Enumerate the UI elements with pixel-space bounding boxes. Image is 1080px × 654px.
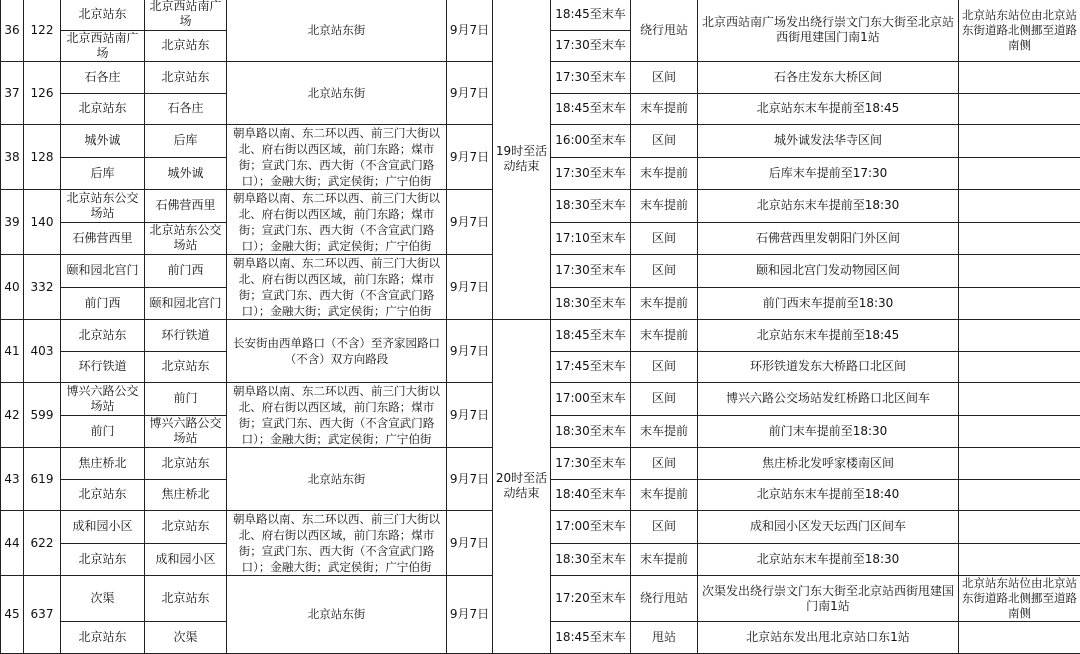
adjust-type: 甩站: [631, 622, 698, 654]
date: 9月7日: [447, 62, 493, 125]
date: 9月7日: [447, 576, 493, 654]
to-station: 北京站东: [145, 576, 227, 622]
row-number: 37: [1, 62, 24, 125]
adjust-type: 末车提前: [631, 415, 698, 448]
adjust-time: 17:00至末车: [551, 383, 631, 416]
to-station: 北京站东: [145, 448, 227, 480]
from-station: 城外诚: [61, 125, 145, 158]
adjust-description: 石各庄发东大桥区间: [698, 62, 959, 94]
adjust-type: 区间: [631, 255, 698, 288]
from-station: 次渠: [61, 576, 145, 622]
remark: [959, 157, 1080, 190]
date: 9月7日: [447, 448, 493, 511]
to-station: 成和园小区: [145, 543, 227, 576]
adjust-time: 17:30至末车: [551, 30, 631, 62]
line-number: 140: [24, 190, 61, 255]
to-station: 北京站东: [145, 511, 227, 544]
line-number: 403: [24, 320, 61, 383]
adjust-type: 绕行甩站: [631, 0, 698, 62]
adjust-type: 区间: [631, 125, 698, 158]
date: 9月7日: [447, 255, 493, 320]
date: 9月7日: [447, 190, 493, 255]
adjust-type: 末车提前: [631, 287, 698, 320]
to-station: 石各庄: [145, 93, 227, 125]
affected-area: 朝阜路以南、东二环以西、前三门大街以北、府右街以西区域，前门东路；煤市街；宣武门东、西大街（不含宣武门路口）；金融大街；武定侯街；广宁伯街: [227, 383, 447, 448]
from-station: 博兴六路公交场站: [61, 383, 145, 416]
from-station: 后库: [61, 157, 145, 190]
from-station: 北京站东: [61, 93, 145, 125]
to-station: 博兴六路公交场站: [145, 415, 227, 448]
line-number: 622: [24, 511, 61, 576]
table-row: [1, 320, 1080, 352]
adjust-description: 前门西末车提前至18:30: [698, 287, 959, 320]
adjust-description: 焦庄桥北发呼家楼南区间: [698, 448, 959, 480]
adjust-description: 北京站东末车提前至18:45: [698, 93, 959, 125]
row-number: 39: [1, 190, 24, 255]
remark: 北京站东站位由北京站东街道路北侧挪至道路南侧: [959, 0, 1080, 62]
to-station: 石佛营西里: [145, 190, 227, 223]
adjust-time: 18:30至末车: [551, 543, 631, 576]
adjust-time: 17:10至末车: [551, 222, 631, 255]
affected-area: 北京站东街: [227, 62, 447, 125]
adjust-time: 18:30至末车: [551, 190, 631, 223]
affected-area: 朝阜路以南、东二环以西、前三门大街以北、府右街以西区域，前门东路；煤市街；宣武门东、西大街（不含宣武门路口）；金融大街；武定侯街；广宁伯街: [227, 255, 447, 320]
remark: [959, 62, 1080, 94]
adjust-description: 北京站东末车提前至18:45: [698, 320, 959, 352]
line-number: 332: [24, 255, 61, 320]
adjust-description: 北京站东末车提前至18:40: [698, 479, 959, 511]
adjust-time: 18:45至末车: [551, 320, 631, 352]
adjust-time: 18:40至末车: [551, 479, 631, 511]
from-station: 北京站东: [61, 479, 145, 511]
adjust-time: 17:45至末车: [551, 351, 631, 383]
line-number: 637: [24, 576, 61, 654]
adjust-type: 区间: [631, 62, 698, 94]
remark: [959, 543, 1080, 576]
row-number: 44: [1, 511, 24, 576]
adjust-type: 区间: [631, 383, 698, 416]
adjust-description: 北京西站南广场发出绕行崇文门东大街至北京站西街甩建国门南1站: [698, 0, 959, 62]
remark: [959, 320, 1080, 352]
table-body: [1, 0, 1080, 653]
from-station: 北京站东: [61, 320, 145, 352]
to-station: 焦庄桥北: [145, 479, 227, 511]
remark: [959, 448, 1080, 480]
adjust-time: 18:45至末车: [551, 93, 631, 125]
row-number: 36: [1, 0, 24, 62]
adjust-time: 17:30至末车: [551, 448, 631, 480]
to-station: 环行铁道: [145, 320, 227, 352]
adjust-time: 18:45至末车: [551, 622, 631, 654]
adjust-description: 北京站东末车提前至18:30: [698, 190, 959, 223]
adjust-description: 北京站东末车提前至18:30: [698, 543, 959, 576]
adjust-type: 末车提前: [631, 93, 698, 125]
date: 9月7日: [447, 125, 493, 190]
adjust-time: 18:30至末车: [551, 287, 631, 320]
row-number: 42: [1, 383, 24, 448]
line-number: 619: [24, 448, 61, 511]
from-station: 成和园小区: [61, 511, 145, 544]
to-station: 前门: [145, 383, 227, 416]
adjust-type: 区间: [631, 351, 698, 383]
to-station: 次渠: [145, 622, 227, 654]
adjust-description: 后库末车提前至17:30: [698, 157, 959, 190]
to-station: 颐和园北宫门: [145, 287, 227, 320]
table-row: [1, 0, 1080, 30]
date: 9月7日: [447, 0, 493, 62]
adjust-type: 末车提前: [631, 190, 698, 223]
date: 9月7日: [447, 511, 493, 576]
to-station: 城外诚: [145, 157, 227, 190]
adjust-time: 17:30至末车: [551, 157, 631, 190]
affected-area: 北京站东街: [227, 0, 447, 62]
adjust-type: 区间: [631, 222, 698, 255]
from-station: 前门: [61, 415, 145, 448]
from-station: 环行铁道: [61, 351, 145, 383]
to-station: 北京西站南广场: [145, 0, 227, 30]
to-station: 北京站东: [145, 351, 227, 383]
from-station: 石佛营西里: [61, 222, 145, 255]
remark: [959, 383, 1080, 416]
line-number: 599: [24, 383, 61, 448]
row-number: 40: [1, 255, 24, 320]
from-station: 焦庄桥北: [61, 448, 145, 480]
time-period: 20时至活动结束: [493, 320, 551, 654]
adjust-time: 17:20至末车: [551, 576, 631, 622]
to-station: 前门西: [145, 255, 227, 288]
from-station: 前门西: [61, 287, 145, 320]
adjust-type: 区间: [631, 511, 698, 544]
remark: [959, 622, 1080, 654]
date: 9月7日: [447, 383, 493, 448]
adjust-time: 16:00至末车: [551, 125, 631, 158]
from-station: 北京站东: [61, 543, 145, 576]
adjust-type: 末车提前: [631, 479, 698, 511]
adjust-time: 18:30至末车: [551, 415, 631, 448]
remark: [959, 125, 1080, 158]
date: 9月7日: [447, 320, 493, 383]
time-period: 19时至活动结束: [493, 0, 551, 320]
adjust-description: 次渠发出绕行崇文门东大街至北京站西街甩建国门南1站: [698, 576, 959, 622]
adjust-description: 博兴六路公交场站发红桥路口北区间车: [698, 383, 959, 416]
adjust-description: 成和园小区发天坛西门区间车: [698, 511, 959, 544]
adjust-description: 北京站东发出甩北京站口东1站: [698, 622, 959, 654]
remark: [959, 222, 1080, 255]
row-number: 43: [1, 448, 24, 511]
affected-area: 朝阜路以南、东二环以西、前三门大街以北、府右街以西区域，前门东路；煤市街；宣武门东、西大街（不含宣武门路口）；金融大街；武定侯街；广宁伯街: [227, 511, 447, 576]
affected-area: 长安街由西单路口（不含）至齐家园路口（不含）双方向路段: [227, 320, 447, 383]
remark: [959, 511, 1080, 544]
remark: [959, 287, 1080, 320]
from-station: 石各庄: [61, 62, 145, 94]
affected-area: 北京站东街: [227, 448, 447, 511]
line-number: 122: [24, 0, 61, 62]
adjust-type: 末车提前: [631, 320, 698, 352]
remark: [959, 255, 1080, 288]
adjust-description: 城外诚发法华寺区间: [698, 125, 959, 158]
adjust-time: 17:30至末车: [551, 62, 631, 94]
remark: [959, 479, 1080, 511]
adjust-type: 末车提前: [631, 543, 698, 576]
adjust-time: 18:45至末车: [551, 0, 631, 30]
to-station: 北京站东: [145, 30, 227, 62]
row-number: 45: [1, 576, 24, 654]
from-station: 颐和园北宫门: [61, 255, 145, 288]
adjust-time: 17:00至末车: [551, 511, 631, 544]
adjust-description: 石佛营西里发朝阳门外区间: [698, 222, 959, 255]
to-station: 后库: [145, 125, 227, 158]
remark: [959, 415, 1080, 448]
from-station: 北京站东: [61, 0, 145, 30]
affected-area: 朝阜路以南、东二环以西、前三门大街以北、府右街以西区域，前门东路；煤市街；宣武门东、西大街（不含宣武门路口）；金融大街；武定侯街；广宁伯街: [227, 190, 447, 255]
affected-area: 北京站东街: [227, 576, 447, 654]
adjust-description: 环形铁道发东大桥路口北区间: [698, 351, 959, 383]
adjust-type: 末车提前: [631, 157, 698, 190]
adjust-description: 前门末车提前至18:30: [698, 415, 959, 448]
from-station: 北京西站南广场: [61, 30, 145, 62]
adjust-description: 颐和园北宫门发动物园区间: [698, 255, 959, 288]
from-station: 北京站东公交场站: [61, 190, 145, 223]
line-number: 126: [24, 62, 61, 125]
remark: 北京站东站位由北京站东街道路北侧挪至道路南侧: [959, 576, 1080, 622]
to-station: 北京站东公交场站: [145, 222, 227, 255]
adjust-type: 区间: [631, 448, 698, 480]
remark: [959, 93, 1080, 125]
adjust-type: 绕行甩站: [631, 576, 698, 622]
adjust-time: 17:30至末车: [551, 255, 631, 288]
line-number: 128: [24, 125, 61, 190]
remark: [959, 351, 1080, 383]
affected-area: 朝阜路以南、东二环以西、前三门大街以北、府右街以西区域，前门东路；煤市街；宣武门东、西大街（不含宣武门路口）；金融大街；武定侯街；广宁伯街: [227, 125, 447, 190]
row-number: 38: [1, 125, 24, 190]
to-station: 北京站东: [145, 62, 227, 94]
from-station: 北京站东: [61, 622, 145, 654]
row-number: 41: [1, 320, 24, 383]
remark: [959, 190, 1080, 223]
